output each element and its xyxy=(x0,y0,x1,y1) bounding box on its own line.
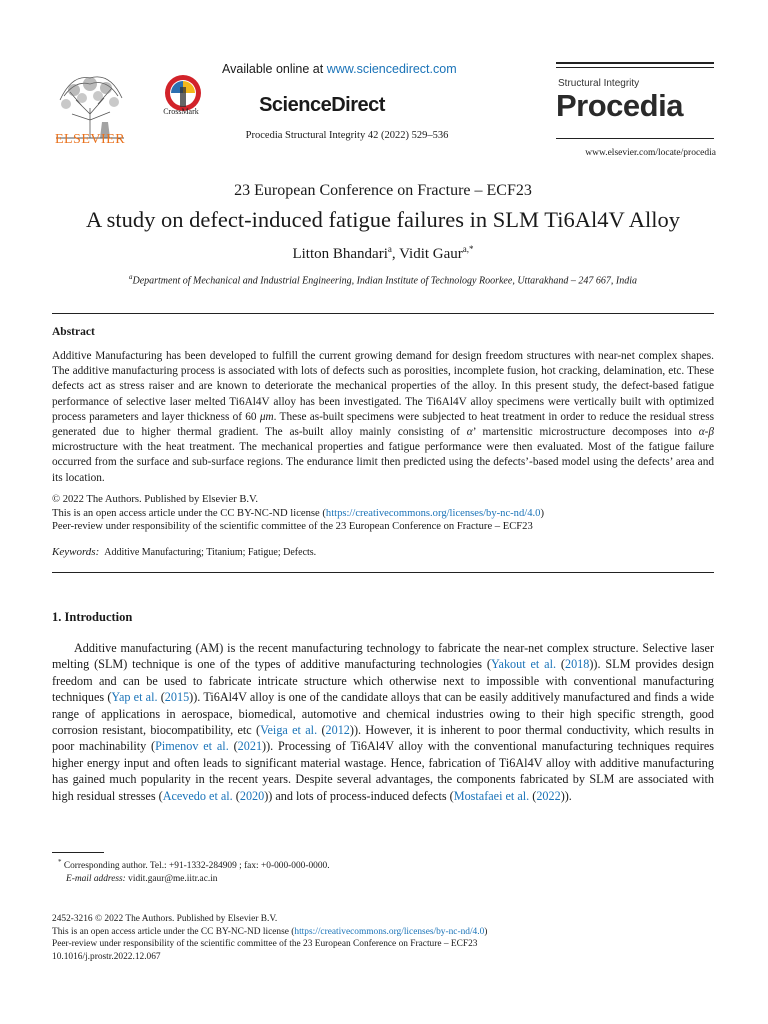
paper-title: A study on defect-induced fatigue failures in SLM Ti6Al4V Alloy xyxy=(86,207,680,232)
email-address[interactable]: vidit.gaur@me.iitr.ac.in xyxy=(125,874,218,885)
journal-reference: Procedia Structural Integrity 42 (2022) 529–536 xyxy=(245,130,449,141)
license-link[interactable]: https://creativecommons.org/licenses/by-nc-nd/4.0 xyxy=(325,507,541,519)
author-sup: a,* xyxy=(462,244,474,254)
copyright-line: © 2022 The Authors. Published by Elsevier B.V. xyxy=(52,494,258,505)
citation-year-link[interactable]: 2022 xyxy=(536,788,561,803)
citation-link[interactable]: Veiga et al. xyxy=(260,723,318,738)
procedia-subtitle: Structural Integrity xyxy=(558,78,640,89)
author-name: Vidit Gaur xyxy=(399,246,463,262)
citation-link[interactable]: Acevedo et al. xyxy=(162,788,233,803)
section-heading: 1. Introduction xyxy=(52,610,133,624)
divider xyxy=(52,313,714,314)
citation-link[interactable]: Pimenov et al. xyxy=(155,739,229,754)
peer-review-line: Peer-review under responsibility of the scientific committee of the 23 European Conference on Fracture – ECF23 xyxy=(52,521,533,532)
license-line: This is an open access article under the CC BY-NC-ND license (https://creativecommons.org/licenses/by-nc-nd/4.0) xyxy=(52,507,544,519)
citation-link[interactable]: Mostafaei et al. xyxy=(453,788,530,803)
procedia-rule xyxy=(556,138,714,139)
keywords xyxy=(52,546,714,558)
footnote xyxy=(58,856,658,887)
affiliation: $^a$Department of Mechanical and Industrial Engineering, Indian Institute of Technology Roorkee, Uttarakhand – 247 667, India xyxy=(128,273,638,287)
abstract-text: Additive Manufacturing has been developed to fulfill the current growing demand for design freedom structures with near-net complex shapes. The additive manufacturing process is associated with lots of defects such as porosities, incomplete fusion, hot cracking, delamination, etc. These defects act as stress raiser and are known to deteriorate the mechanical properties of the alloy. In this present study, the defect-based fatigue performance of selective laser melted Ti6Al4V alloy has been investigated. The Ti6Al4V alloy specimens were vertically built with optimized process parameters and layer thickness of 60 μm. These as-built specimens were subjected to heat treatment in order to reduce the residual stress generated due to higher thermal gradient. The as-built alloy mainly consisting of α’ martensitic microstructure decomposes into α-β microstructure with the heat treatment. The mechanical properties and fatigue performance were then evaluated. Most of the fatigue failure occurred from the surface and sub-surface regions. The endurance limit then predicted using the defects’-based model using the defects’ area and its location. xyxy=(52,350,715,484)
citation-year-link[interactable]: 2015 xyxy=(164,690,190,705)
citation-link[interactable]: Yakout et al. xyxy=(490,657,557,672)
procedia-rule xyxy=(556,62,714,64)
sciencedirect-title: ScienceDirect xyxy=(259,94,385,116)
copyright-block xyxy=(52,493,714,534)
issn-copyright: 2452-3216 © 2022 The Authors. Published by Elsevier B.V. xyxy=(52,914,278,924)
bottom-license-link[interactable]: https://creativecommons.org/licenses/by-nc-nd/4.0 xyxy=(294,926,485,937)
citation-year-link[interactable]: 2020 xyxy=(239,788,265,803)
corresponding-author: * Corresponding author. Tel.: +91-1332-284909 ; fax: +0-000-000-0000. xyxy=(58,858,330,872)
citation-year-link[interactable]: 2018 xyxy=(564,657,590,672)
available-online: Available online at www.sciencedirect.com xyxy=(222,62,457,76)
sciencedirect-link[interactable]: www.sciencedirect.com xyxy=(326,62,457,76)
doi[interactable]: 10.1016/j.prostr.2022.12.067 xyxy=(52,951,161,962)
divider xyxy=(52,572,714,573)
author-sup: a xyxy=(387,244,392,254)
footnote-rule xyxy=(52,852,104,853)
citation-year-link[interactable]: 2012 xyxy=(325,723,350,738)
procedia-title: Procedia xyxy=(556,88,683,123)
elsevier-logo-text: ELSEVIER xyxy=(54,132,126,147)
citation-link[interactable]: Yap et al. xyxy=(111,690,158,705)
conference-name: 23 European Conference on Fracture – ECF23 xyxy=(234,182,532,199)
citation-year-link[interactable]: 2021 xyxy=(237,739,263,754)
email-line: E-mail address: vidit.gaur@me.iitr.ac.in xyxy=(66,874,218,885)
author-list: Litton Bhandari$^a$, Vidit Gaur$^{a,*}$ xyxy=(292,244,474,262)
keywords-label: Keywords: xyxy=(52,546,100,558)
bottom-peer-review: Peer-review under responsibility of the scientific committee of the 23 European Conference on Fracture – ECF23 xyxy=(52,939,478,949)
bottom-info xyxy=(52,913,714,963)
elsevier-url[interactable]: www.elsevier.com/locate/procedia xyxy=(585,148,716,158)
keywords-value: Additive Manufacturing; Titanium; Fatigue; Defects. xyxy=(104,547,317,558)
bottom-license: This is an open access article under the CC BY-NC-ND license (https://creativecommons.org/licenses/by-nc-nd/4.0) xyxy=(52,926,488,937)
intro-paragraph: Additive manufacturing (AM) is the recent manufacturing technology to fabricate the near-net complex structure. Selective laser melting (SLM) technique is one of the types of additive manufacturing technologies (Yakout et al. (2018)). SLM provides design freedom and can be used to fabricate intricate structure which otherwise next to impossible with conventional manufacturing techniques (Yap et al. (2015)). Ti6Al4V alloy is one of the candidate alloys that can be easily additively manufactured and finds a wide range of applications in aerospace, biomedical, automotive and chemical industries owing to their high specific strength, good corrosion resistant, biocompatibility, etc (Veiga et al. (2012)). However, it is inherent to poor thermal conductivity, which results in poor machinability (Pimenov et al. (2021)). Processing of Ti6Al4V alloy with the conventional manufacturing techniques requires higher energy input and often leads to significant material wastage. Hence, fabrication of Ti6Al4V alloy with additive manufacturing has gained much popularity in the recent years. Despite several advantages, the components fabricated by SLM are associated with high residual stresses (Acevedo et al. (2020)) and lots of process-induced defects (Mostafaei et al. (2022)). xyxy=(52,641,715,803)
procedia-rule xyxy=(556,67,714,68)
crossmark-label: CrossMark xyxy=(163,107,199,116)
author-name: Litton Bhandari xyxy=(292,246,388,262)
abstract-heading: Abstract xyxy=(52,326,95,338)
